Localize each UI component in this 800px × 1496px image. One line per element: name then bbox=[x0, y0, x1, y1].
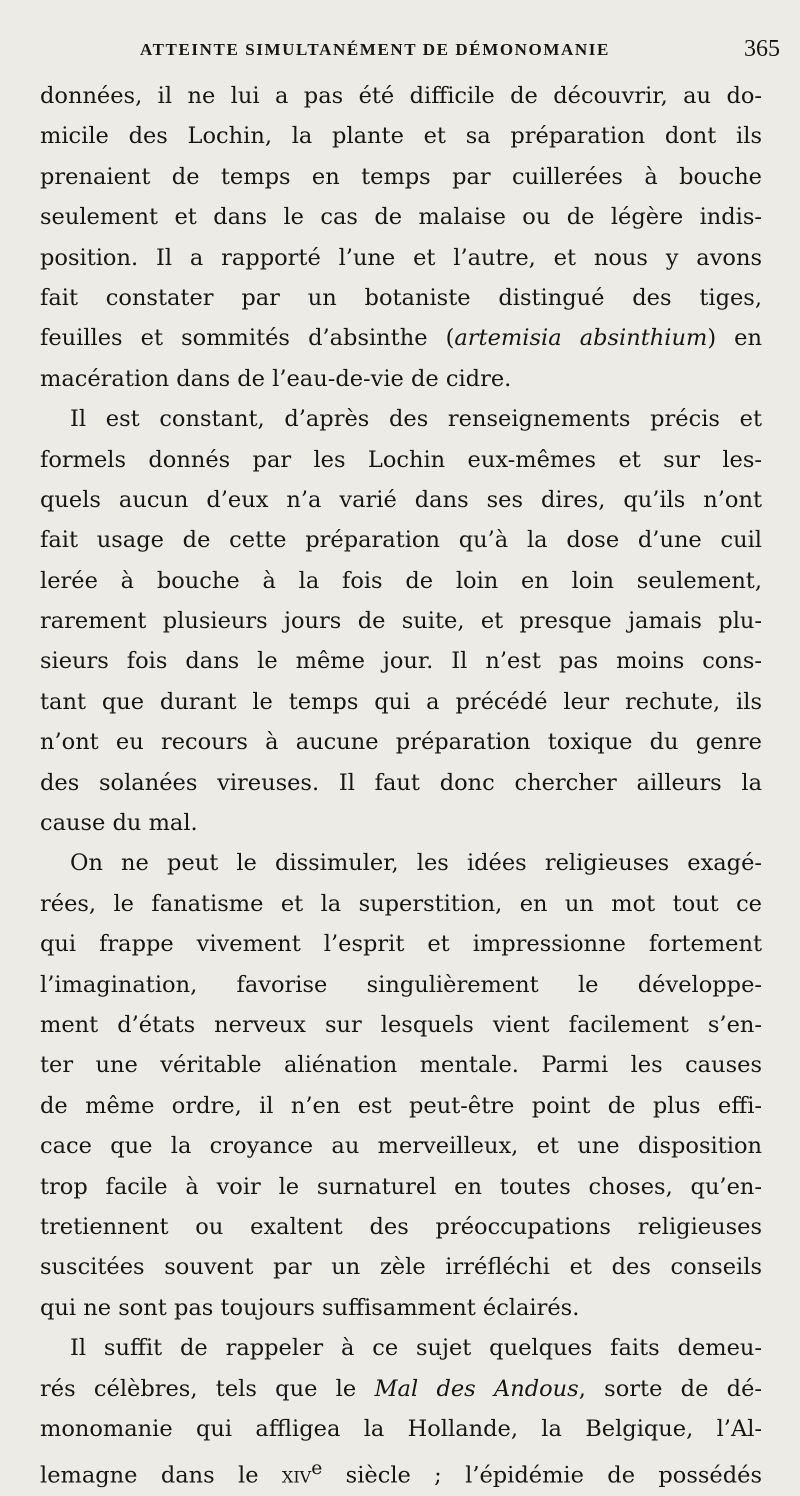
text-line bbox=[40, 359, 762, 399]
text-segment: n’ont eu recours à aucune préparation toxique du genre bbox=[40, 729, 762, 756]
paragraph bbox=[40, 843, 762, 1328]
text-segment: macération dans de l’eau-de-vie de cidre. bbox=[40, 365, 512, 392]
text-segment: monomanie qui affligea la Hollande, la Belgique, l’Al- bbox=[40, 1415, 762, 1442]
italic-text: artemisia absinthium bbox=[454, 325, 708, 352]
text-segment: ter une véritable aliénation mentale. Parmi les causes bbox=[40, 1052, 762, 1079]
text-line bbox=[40, 641, 762, 681]
text-segment: formels donnés par les Lochin eux-mêmes et sur les- bbox=[40, 446, 762, 473]
text-line bbox=[40, 763, 762, 803]
page-number: 365 bbox=[744, 36, 780, 62]
text-line bbox=[40, 278, 762, 318]
text-segment: feuilles et sommités d’absinthe ( bbox=[40, 325, 455, 352]
text-line bbox=[40, 682, 762, 722]
text-segment: lemagne dans le bbox=[40, 1462, 282, 1489]
text-segment: cause du mal. bbox=[40, 810, 198, 837]
text-line bbox=[40, 601, 762, 641]
text-segment: données, il ne lui a pas été difficile de découvrir, au do- bbox=[40, 83, 762, 109]
text-segment: siècle ; l’épidémie de possédés bbox=[322, 1462, 763, 1489]
text-line bbox=[40, 1288, 762, 1328]
text-segment: e bbox=[311, 1458, 323, 1480]
text-segment: position. Il a rapporté l’une et l’autre, et nous y avons bbox=[40, 244, 762, 271]
text-segment: des solanées vireuses. Il faut donc chercher ailleurs la bbox=[40, 769, 762, 796]
text-segment: Il suffit de rappeler à ce sujet quelques faits demeu- bbox=[70, 1335, 762, 1362]
text-segment: cace que la croyance au merveilleux, et une disposition bbox=[40, 1133, 762, 1160]
body-text bbox=[40, 76, 762, 1490]
text-line bbox=[40, 318, 762, 358]
text-line bbox=[40, 1369, 762, 1409]
text-line bbox=[40, 924, 762, 964]
text-line bbox=[40, 843, 762, 883]
text-line bbox=[40, 1126, 762, 1166]
text-line bbox=[40, 965, 762, 1005]
text-line bbox=[40, 1167, 762, 1207]
text-segment: ) en bbox=[707, 325, 762, 352]
paragraph bbox=[40, 1328, 762, 1490]
text-line bbox=[40, 1086, 762, 1126]
text-line bbox=[40, 520, 762, 560]
text-line bbox=[40, 116, 762, 156]
text-line bbox=[40, 197, 762, 237]
running-title: ATTEINTE SIMULTANÉMENT DE DÉMONOMANIE bbox=[140, 40, 610, 59]
text-segment: micile des Lochin, la plante et sa préparation dont ils bbox=[40, 123, 762, 150]
text-segment: rarement plusieurs jours de suite, et presque jamais plu- bbox=[40, 608, 762, 635]
text-segment: Il est constant, d’après des renseignements précis et bbox=[70, 406, 762, 433]
text-segment: suscitées souvent par un zèle irréfléchi et des conseils bbox=[40, 1254, 762, 1281]
text-line bbox=[40, 1247, 762, 1287]
italic-text: Mal des Andous bbox=[374, 1375, 579, 1402]
text-segment: On ne peut le dissimuler, les idées religieuses exagé- bbox=[70, 850, 762, 877]
text-line bbox=[40, 1045, 762, 1085]
text-segment: tretiennent ou exaltent des préoccupations religieuses bbox=[40, 1213, 762, 1240]
text-segment: tant que durant le temps qui a précédé leur rechute, ils bbox=[40, 688, 762, 715]
text-line bbox=[40, 803, 762, 843]
text-segment: qui ne sont pas toujours suffisamment éclairés. bbox=[40, 1294, 580, 1321]
text-segment: xiv bbox=[281, 1462, 312, 1489]
text-line bbox=[40, 884, 762, 924]
paragraph bbox=[40, 399, 762, 843]
text-segment: quels aucun d’eux n’a varié dans ses dires, qu’ils n’ont bbox=[40, 486, 762, 513]
text-segment: de même ordre, il n’en est peut-être point de plus effi- bbox=[40, 1092, 762, 1119]
text-line bbox=[40, 1328, 762, 1368]
text-line bbox=[40, 440, 762, 480]
text-line bbox=[40, 1449, 762, 1489]
text-segment: rées, le fanatisme et la superstition, en un mot tout ce bbox=[40, 890, 762, 917]
text-segment: rés célèbres, tels que le bbox=[40, 1375, 375, 1402]
text-segment: fait constater par un botaniste distingué des tiges, bbox=[40, 284, 762, 311]
text-segment: qui frappe vivement l’esprit et impressionne fortement bbox=[40, 931, 762, 958]
text-segment: , sorte de dé- bbox=[578, 1375, 763, 1402]
text-line bbox=[40, 722, 762, 762]
page-header bbox=[40, 36, 780, 72]
text-segment: seulement et dans le cas de malaise ou de légère indis- bbox=[40, 204, 762, 231]
text-segment: lerée à bouche à la fois de loin en loin seulement, bbox=[40, 567, 762, 594]
paragraph bbox=[40, 76, 762, 399]
text-line bbox=[40, 1409, 762, 1449]
text-line bbox=[40, 1207, 762, 1247]
text-line bbox=[40, 480, 762, 520]
text-segment: prenaient de temps en temps par cuillerées à bouche bbox=[40, 163, 762, 190]
text-line bbox=[40, 157, 762, 197]
text-segment: sieurs fois dans le même jour. Il n’est pas moins cons- bbox=[40, 648, 762, 675]
text-segment: fait usage de cette préparation qu’à la dose d’une cuil bbox=[40, 527, 762, 554]
text-segment: l’imagination, favorise singulièrement le développe- bbox=[40, 971, 762, 998]
text-line bbox=[40, 399, 762, 439]
text-line bbox=[40, 238, 762, 278]
text-line bbox=[40, 1005, 762, 1045]
text-line bbox=[40, 561, 762, 601]
text-line bbox=[40, 76, 762, 116]
text-segment: ment d’états nerveux sur lesquels vient facilement s’en- bbox=[40, 1011, 762, 1038]
text-segment: trop facile à voir le surnaturel en toutes choses, qu’en- bbox=[40, 1173, 762, 1200]
